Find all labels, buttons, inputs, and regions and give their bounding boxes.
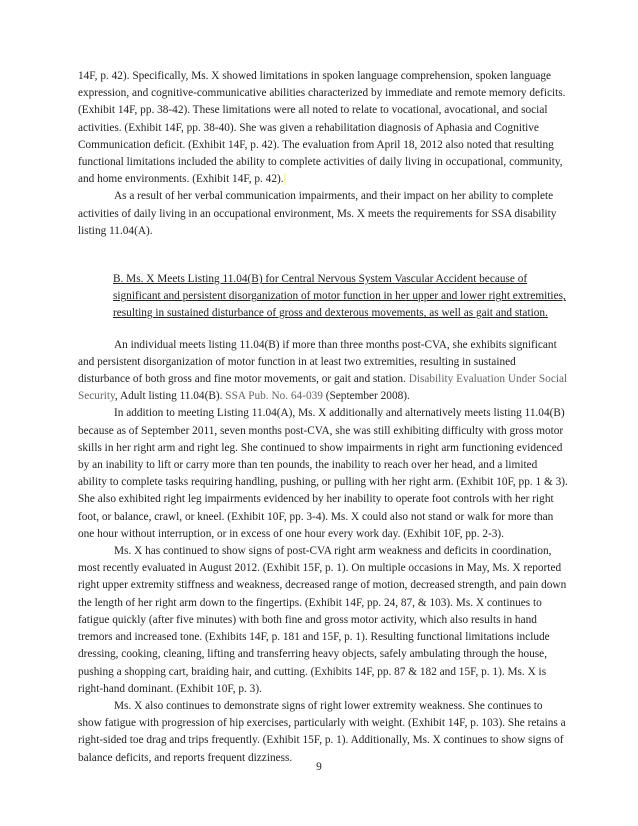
citation-publication: SSA Pub. No. 64-039	[225, 390, 323, 403]
spacer	[78, 240, 568, 257]
section-heading-b: B. Ms. X Meets Listing 11.04(B) for Central Nervous System Vascular Accident because of significant and persistent disorganization of motor function in her upper and lower right extremities, resulting in sustained disturbance of gross and dexterous movements, as well as gait and station.	[113, 273, 566, 320]
paragraph-motor-skills: In addition to meeting Listing 11.04(A), Ms. X additionally and alternatively meets listing 11.04(B) because as of September 2011, seven months post-CVA, she was still exhibiting difficulty with gross motor skills in her right arm and right leg. She continued to show impairments in right arm functioning evidenced by an inability to lift or carry more than ten pounds, the inability to reach over her head, and a limited ability to complete tasks requiring handling, pushing, or pulling with her right arm. (Exhibit 10F, pp. 1 & 3). She also exhibited right leg impairments evidenced by her inability to operate foot controls with her right foot, or balance, crawl, or kneel. (Exhibit 10F, pp. 3-4). Ms. X could also not stand or walk for more than one hour without interruption, or in excess of one hour every work day. (Exhibit 10F, pp. 2-3).	[78, 407, 568, 540]
paragraph-aphasia-text: 14F, p. 42). Specifically, Ms. X showed limitations in spoken language comprehension, spoken language expression, and cognitive-communicative abilities characterized by immediate and remote memory deficits. (Exhibit 14F, pp. 38-42). These limitations were all noted to relate to vocational, avocational, and social activities. (Exhibit 14F, pp. 38-40). She was given a rehabilitation diagnosis of Aphasia and Cognitive Communication deficit. (Exhibit 14F, p. 42). The evaluation from April 18, 2012 also noted that resulting functional limitations included the ability to complete activities of daily living in occupational, community, and home environments. (Exhibit 14F, p. 42).	[78, 70, 566, 186]
paragraph-right-arm-weakness: Ms. X has continued to show signs of post-CVA right arm weakness and deficits in coordination, most recently evaluated in August 2012. (Exhibit 15F, p. 1). On multiple occasions in May, Ms. X reported right upper extremity stiffness and weakness, decreased range of motion, decreased strength, and pain down the length of her right arm down to the fingertips. (Exhibit 14F, pp. 24, 87, & 103). Ms. X continues to fatigue quickly (after five minutes) with both fine and gross motor activity, which also results in hand tremors and increased tone. (Exhibits 14F, p. 181 and 15F, p. 1). Resulting functional limitations include dressing, cooking, cleaning, lifting and transferring heavy objects, safely ambulating through the house, pushing a shopping cart, braiding hair, and cutting. (Exhibits 14F, pp. 87 & 182 and 15F, p. 1). Ms. X is right-hand dominant. (Exhibit 10F, p. 3).	[78, 545, 567, 695]
criteria-text: An individual meets listing 11.04(B) if more than three months post-CVA, she exhibits significant and persistent disorganization of motor function in at least two extremities, resulting in sustained disturbance of both gross and fine motor movements, or gait and station.	[78, 338, 557, 386]
citation-title: Disability Evaluation Under Social Security	[78, 373, 568, 403]
paragraph-listing-b-criteria	[78, 337, 568, 406]
paragraph-lower-extremity: Ms. X also continues to demonstrate signs of right lower extremity weakness. She continues to show fatigue with progression of hip exercises, particularly with weight. (Exhibit 14F, p. 103). She retains a right-sided toe drag and trips frequently. (Exhibit 15F, p. 1). Additionally, Ms. X continues to show signs of balance deficits, and reports frequent dizziness.	[78, 699, 566, 764]
paragraph-aphasia	[78, 68, 568, 188]
page-number: 9	[316, 761, 322, 773]
citation-listing: , Adult listing 11.04(B).	[114, 390, 223, 403]
document-body	[78, 68, 568, 767]
text-highlight	[284, 173, 286, 185]
paragraph-listing-a-conclusion: As a result of her verbal communication impairments, and their impact on her ability to complete activities of daily living in an occupational environment, Ms. X meets the requirements for SSA disability listing 11.04(A).	[78, 190, 557, 237]
citation-date: (September 2008).	[322, 390, 410, 403]
